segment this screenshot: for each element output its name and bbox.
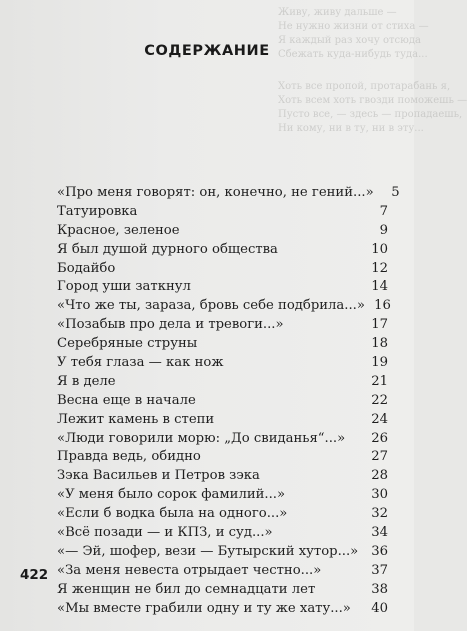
toc-entry-title: Я женщин не бил до семнадцати лет [57, 581, 316, 597]
toc-entry-page: 36 [371, 543, 388, 559]
bleed-line: Живу, живу дальше — [278, 7, 397, 18]
toc-entry-title: Татуировка [57, 203, 138, 219]
toc-entry[interactable] [57, 581, 388, 600]
toc-entry[interactable] [57, 184, 400, 203]
toc-entry[interactable] [57, 316, 388, 335]
toc-entry-title: Я в деле [57, 373, 116, 389]
toc-entry-page: 34 [371, 525, 388, 541]
toc-entry-page: 9 [379, 222, 388, 238]
toc-entry-page: 26 [371, 430, 388, 446]
toc-entry-page: 16 [374, 298, 391, 314]
toc-entry[interactable] [57, 486, 388, 505]
toc-entry[interactable] [57, 297, 391, 316]
toc-entry-title: Правда ведь, обидно [57, 449, 201, 465]
toc-entry-page: 5 [391, 185, 400, 200]
toc-entry-title: Бодайбо [57, 260, 116, 276]
bleed-line: Я каждый раз хочу отсюда [278, 35, 421, 46]
bleed-line: Хоть всем хоть гвозди поможешь — [278, 95, 467, 106]
toc-entry-page: 7 [379, 203, 388, 219]
toc-entry-page: 22 [371, 392, 388, 408]
toc-entry-title: «Что же ты, зараза, бровь себе подбрила...» [57, 298, 365, 314]
toc-entry-title: «Если б водка была на одного...» [57, 506, 288, 522]
toc-entry-title: «Люди говорили морю: „До свиданья“...» [57, 430, 346, 446]
page-title: СОДЕРЖАНИЕ [144, 43, 270, 59]
toc-entry[interactable] [57, 505, 388, 524]
toc-entry-page: 10 [371, 241, 388, 257]
toc-entry[interactable] [57, 411, 388, 430]
toc-entry-page: 40 [371, 600, 388, 616]
toc-entry[interactable] [57, 467, 388, 486]
bleed-line: Ни кому, ни в ту, ни в эту... [278, 123, 424, 134]
bleed-line: Пусто все, — здесь — пропадаешь, [278, 109, 463, 120]
toc-entry[interactable] [57, 260, 388, 279]
toc-entry-page: 38 [371, 581, 388, 597]
toc-entry-title: «У меня было сорок фамилий...» [57, 487, 286, 503]
toc-entry-title: Город уши заткнул [57, 279, 191, 295]
toc-entry-title: «— Эй, шофер, вези — Бутырский хутор...» [57, 543, 359, 559]
toc-entry-page: 17 [371, 317, 388, 333]
toc-entry-page: 24 [371, 411, 388, 427]
page-number: 422 [20, 567, 49, 583]
toc-entry[interactable] [57, 543, 388, 562]
toc-entry-title: «Всё позади — и КПЗ, и суд...» [57, 525, 273, 541]
toc-entry-page: 21 [371, 373, 388, 389]
toc-entry-title: «Позабыв про дела и тревоги...» [57, 317, 284, 333]
toc-entry[interactable] [57, 354, 388, 373]
toc-entry-page: 27 [371, 449, 388, 465]
toc-entry-title: Красное, зеленое [57, 222, 180, 238]
toc-entry[interactable] [57, 524, 388, 543]
toc-entry-page: 28 [371, 468, 388, 484]
toc-entry-page: 19 [371, 355, 388, 371]
toc-entry-page: 14 [371, 279, 388, 295]
toc-entry[interactable] [57, 392, 388, 411]
toc-entry-page: 32 [371, 506, 388, 522]
toc-entry-title: Весна еще в начале [57, 392, 196, 408]
toc-entry-page: 37 [371, 562, 388, 578]
toc-entry[interactable] [57, 241, 388, 260]
toc-entry[interactable] [57, 600, 388, 619]
toc-entry-title: Я был душой дурного общества [57, 241, 278, 257]
toc-entry[interactable] [57, 278, 388, 297]
toc-entry-title: «За меня невеста отрыдает честно...» [57, 562, 322, 578]
toc-entry[interactable] [57, 203, 388, 222]
toc-entry-title: «Мы вместе грабили одну и ту же хату...» [57, 600, 351, 616]
toc-entry-title: У тебя глаза — как нож [57, 355, 224, 371]
toc-entry[interactable] [57, 448, 388, 467]
toc-entry[interactable] [57, 373, 388, 392]
toc-entry[interactable] [57, 222, 388, 241]
toc-entry-page: 18 [371, 336, 388, 352]
toc-entry[interactable] [57, 335, 388, 354]
toc-entry-title: Зэка Васильев и Петров зэка [57, 468, 260, 484]
toc-entry-page: 30 [371, 487, 388, 503]
toc-entry[interactable] [57, 430, 388, 449]
toc-entry-page: 12 [371, 260, 388, 276]
bleed-line: Хоть все пропой, протарабань я, [278, 81, 451, 92]
bleed-through-text [278, 6, 467, 136]
toc-entry-title: «Про меня говорят: он, конечно, не гений...» [57, 185, 374, 200]
toc-entry-title: Серебряные струны [57, 336, 198, 352]
table-of-contents [57, 184, 400, 618]
bleed-line: Не нужно жизни от стиха — [278, 21, 429, 32]
toc-entry[interactable] [57, 562, 388, 581]
bleed-line: Сбежать куда-нибудь туда... [278, 49, 428, 60]
toc-entry-title: Лежит камень в степи [57, 411, 215, 427]
